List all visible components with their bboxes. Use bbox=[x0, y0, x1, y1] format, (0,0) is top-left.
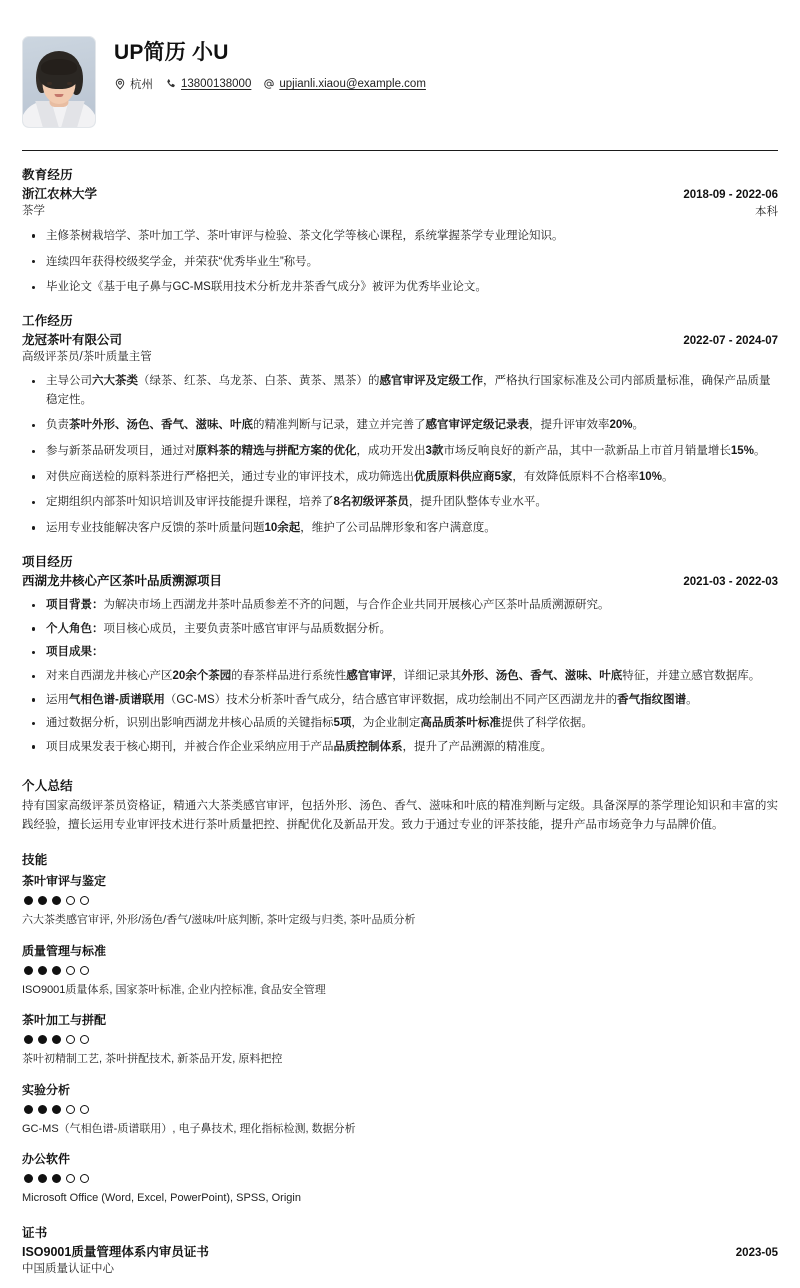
education-bullets bbox=[22, 227, 778, 297]
list-item: 项目成果发表于核心期刊，并被合作企业采纳应用于产品品质控制体系，提升了产品溯源的精准度。 bbox=[22, 738, 778, 757]
skill-dot-empty bbox=[80, 1174, 89, 1183]
skill-dot-filled bbox=[38, 1174, 47, 1183]
list-item: 毕业论文《基于电子鼻与GC-MS联用技术分析龙井茶香气成分》被评为优秀毕业论文。 bbox=[22, 278, 778, 297]
list-item: 项目成果： bbox=[22, 643, 778, 662]
skill-dot-empty bbox=[66, 1105, 75, 1114]
contact-email[interactable] bbox=[263, 78, 426, 90]
skill-dot-empty bbox=[66, 1035, 75, 1044]
skill-dot-empty bbox=[66, 966, 75, 975]
skill-name: 茶叶审评与鉴定 bbox=[22, 874, 107, 889]
summary-text: 持有国家高级评茶员资格证，精通六大茶类感官审评，包括外形、汤色、香气、滋味和叶底的精准判断与定级。具备深厚的茶学理论知识和丰富的实践经验，擅长运用专业审评技术进行茶叶质量把控、拼配优化及新品开发。致力于通过专业的评茶技能，提升产品市场竞争力与品牌价值。 bbox=[22, 799, 778, 832]
list-item: 主导公司六大茶类（绿茶、红茶、乌龙茶、白茶、黄茶、黑茶）的感官审评及定级工作，严格执行国家标准及公司内部质量标准，确保产品质量稳定性。 bbox=[22, 372, 778, 409]
skill-level-dots bbox=[24, 1035, 778, 1044]
list-item: 参与新茶品研发项目，通过对原料茶的精选与拼配方案的优化，成功开发出3款市场反响良好的新产品，其中一款新品上市首月销量增长15%。 bbox=[22, 442, 778, 461]
skill-dot-filled bbox=[52, 1105, 61, 1114]
section-education bbox=[18, 151, 782, 297]
skill-dot-filled bbox=[24, 1105, 33, 1114]
skill-dot-filled bbox=[52, 1174, 61, 1183]
section-work bbox=[18, 297, 782, 538]
skill-dot-empty bbox=[66, 1174, 75, 1183]
certificate-entry-header bbox=[22, 1243, 778, 1278]
work-company: 龙冠茶叶有限公司 bbox=[22, 332, 123, 347]
skill-dot-empty bbox=[80, 1105, 89, 1114]
skill-level-dots bbox=[24, 1105, 778, 1114]
project-bullets bbox=[22, 596, 778, 756]
certificate-issuer: 中国质量认证中心 bbox=[22, 1262, 114, 1275]
skill-item bbox=[22, 942, 778, 999]
contact-phone-text[interactable]: 13800138000 bbox=[181, 78, 252, 91]
section-project bbox=[18, 538, 782, 757]
list-item: 对供应商送检的原料茶进行严格把关，通过专业的审评技术，成功筛选出优质原料供应商5家，有效降低原料不合格率10%。 bbox=[22, 468, 778, 487]
list-item: 对来自西湖龙井核心产区20余个茶园的春茶样品进行系统性感官审评，详细记录其外形、汤色、香气、滋味、叶底特征，并建立感官数据库。 bbox=[22, 667, 778, 686]
skill-dot-filled bbox=[24, 1035, 33, 1044]
section-title-education: 教育经历 bbox=[22, 168, 73, 182]
skill-dot-filled bbox=[52, 1035, 61, 1044]
location-pin-icon bbox=[114, 78, 126, 90]
list-item: 项目背景：为解决市场上西湖龙井茶叶品质参差不齐的问题，与合作企业共同开展核心产区茶叶品质溯源研究。 bbox=[22, 596, 778, 615]
skill-dot-filled bbox=[38, 896, 47, 905]
skill-dot-empty bbox=[80, 896, 89, 905]
skill-description: GC-MS（气相色谱-质谱联用）, 电子鼻技术, 理化指标检测, 数据分析 bbox=[22, 1122, 356, 1135]
skill-description: ISO9001质量体系, 国家茶叶标准, 企业内控标准, 食品安全管理 bbox=[22, 983, 326, 996]
work-bullets bbox=[22, 372, 778, 537]
contact-phone[interactable] bbox=[165, 78, 251, 90]
work-entry-header bbox=[22, 331, 778, 366]
skill-name: 办公软件 bbox=[22, 1152, 71, 1167]
avatar bbox=[22, 36, 96, 128]
skill-level-dots bbox=[24, 896, 778, 905]
skill-dot-filled bbox=[24, 1174, 33, 1183]
skill-dot-filled bbox=[24, 896, 33, 905]
skill-dot-filled bbox=[24, 966, 33, 975]
skill-name: 质量管理与标准 bbox=[22, 943, 107, 958]
header-text-block bbox=[114, 36, 434, 92]
skill-dot-empty bbox=[80, 1035, 89, 1044]
education-school: 浙江农林大学 bbox=[22, 187, 98, 201]
skill-item bbox=[22, 872, 778, 929]
list-item: 通过数据分析，识别出影响西湖龙井核心品质的关键指标5项，为企业制定高品质茶叶标准提供了科学依据。 bbox=[22, 714, 778, 733]
list-item: 定期组织内部茶叶知识培训及审评技能提升课程，培养了8名初级评茶员，提升团队整体专业水平。 bbox=[22, 493, 778, 512]
section-title-work: 工作经历 bbox=[22, 313, 73, 328]
skill-dot-empty bbox=[66, 896, 75, 905]
contact-list bbox=[114, 76, 434, 92]
section-certificates bbox=[18, 1207, 782, 1278]
section-title-project: 项目经历 bbox=[22, 554, 73, 569]
list-item: 运用专业技能解决客户反馈的茶叶质量问题10余起，维护了公司品牌形象和客户满意度。 bbox=[22, 519, 778, 538]
list-item: 主修茶树栽培学、茶叶加工学、茶叶审评与检验、茶文化学等核心课程，系统掌握茶学专业理论知识。 bbox=[22, 227, 778, 246]
certificate-name: ISO9001质量管理体系内审员证书 bbox=[22, 1244, 209, 1259]
skill-name: 实验分析 bbox=[22, 1082, 71, 1097]
skill-item bbox=[22, 1011, 778, 1068]
page-title: UP简历 小U bbox=[114, 41, 229, 64]
list-item: 运用气相色谱-质谱联用（GC-MS）技术分析茶叶香气成分，结合感官审评数据，成功绘制出不同产区西湖龙井的香气指纹图谱。 bbox=[22, 691, 778, 710]
skill-dot-empty bbox=[80, 966, 89, 975]
work-position: 高级评茶员/茶叶质量主管 bbox=[22, 350, 152, 363]
list-item: 个人角色：项目核心成员，主要负责茶叶感官审评与品质数据分析。 bbox=[22, 620, 778, 639]
skill-description: Microsoft Office (Word, Excel, PowerPoint), SPSS, Origin bbox=[22, 1192, 301, 1205]
list-item: 负责茶叶外形、汤色、香气、滋味、叶底的精准判断与记录，建立并完善了感官审评定级记录表，提升评审效率20%。 bbox=[22, 416, 778, 435]
section-title-certificates: 证书 bbox=[22, 1225, 48, 1240]
project-entry-header bbox=[22, 572, 778, 591]
section-skills bbox=[18, 836, 782, 1207]
skill-name: 茶叶加工与拼配 bbox=[22, 1013, 107, 1028]
contact-location bbox=[114, 76, 153, 92]
skill-item bbox=[22, 1150, 778, 1207]
email-at-icon bbox=[263, 78, 275, 90]
skill-dot-filled bbox=[52, 966, 61, 975]
section-title-summary: 个人总结 bbox=[22, 778, 73, 793]
education-entry-header bbox=[22, 185, 778, 221]
resume-header bbox=[18, 0, 782, 144]
skills-list bbox=[22, 872, 778, 1207]
section-title-skills: 技能 bbox=[22, 853, 48, 868]
skill-dot-filled bbox=[38, 966, 47, 975]
contact-location-text: 杭州 bbox=[130, 79, 153, 92]
skill-description: 茶叶初精制工艺, 茶叶拼配技术, 新茶品开发, 原料把控 bbox=[22, 1053, 283, 1066]
education-major: 茶学 bbox=[22, 205, 45, 218]
work-date: 2022-07 - 2024-07 bbox=[683, 334, 778, 347]
section-summary bbox=[18, 762, 782, 837]
skill-description: 六大茶类感官审评, 外形/汤色/香气/滋味/叶底判断, 茶叶定级与归类, 茶叶品质分析 bbox=[22, 914, 416, 927]
skill-dot-filled bbox=[52, 896, 61, 905]
list-item: 连续四年获得校级奖学金，并荣获“优秀毕业生”称号。 bbox=[22, 253, 778, 272]
contact-email-text[interactable]: upjianli.xiaou@example.com bbox=[279, 78, 426, 91]
project-name: 西湖龙井核心产区茶叶品质溯源项目 bbox=[22, 573, 223, 588]
education-degree: 本科 bbox=[755, 205, 778, 218]
education-date: 2018-09 - 2022-06 bbox=[683, 189, 778, 201]
phone-icon bbox=[165, 78, 177, 90]
skill-dot-filled bbox=[38, 1035, 47, 1044]
project-date: 2021-03 - 2022-03 bbox=[683, 575, 778, 588]
skill-item bbox=[22, 1081, 778, 1138]
skill-level-dots bbox=[24, 966, 778, 975]
certificate-date: 2023-05 bbox=[735, 1246, 778, 1259]
skill-dot-filled bbox=[38, 1105, 47, 1114]
skill-level-dots bbox=[24, 1174, 778, 1183]
